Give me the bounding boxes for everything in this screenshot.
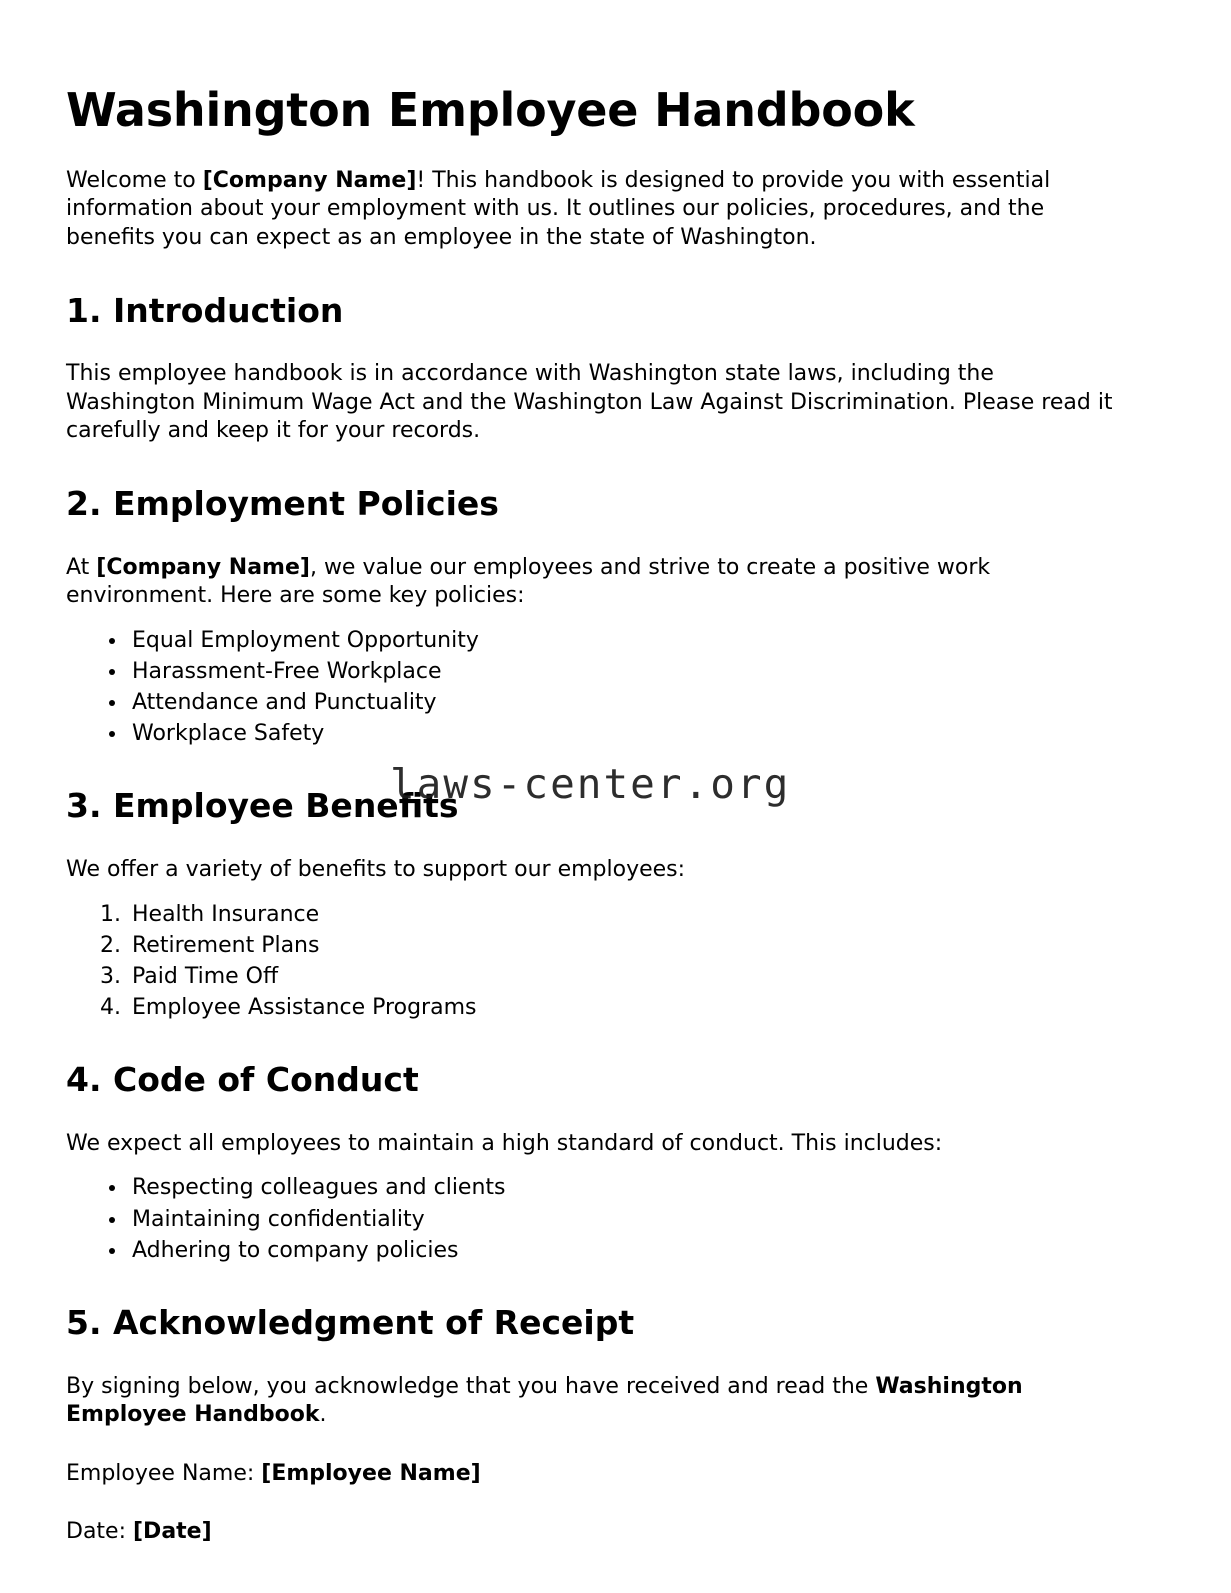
watermark-text: laws-center.org bbox=[390, 760, 791, 808]
list-item: 3. Paid Time Off bbox=[128, 963, 1125, 991]
list-item: • Attendance and Punctuality bbox=[128, 689, 1125, 717]
employee-name-placeholder: [Employee Name] bbox=[261, 1460, 481, 1486]
employment-policies-list bbox=[66, 627, 1125, 749]
section-heading-acknowledgment-of-receipt: 5. Acknowledgment of Receipt bbox=[66, 1302, 635, 1342]
policies-text-before: At bbox=[66, 554, 97, 580]
list-item: • Adhering to company policies bbox=[128, 1237, 1125, 1265]
section-heading-employment-policies: 2. Employment Policies bbox=[66, 484, 499, 524]
section-heading-employee-benefits: 3. Employee Benefits bbox=[66, 786, 459, 826]
introduction-paragraph: This employee handbook is in accordance with Washington state laws, including the Washington Minimum Wage Act and the Washington Law Against Discrimination. Please read it carefully and keep it for your records. bbox=[66, 361, 1113, 444]
code-of-conduct-paragraph: We expect all employees to maintain a high standard of conduct. This includes: bbox=[66, 1130, 943, 1156]
list-item: • Maintaining confidentiality bbox=[128, 1206, 1125, 1234]
date-line bbox=[66, 1518, 1125, 1547]
acknowledgment-paragraph bbox=[66, 1373, 1125, 1430]
section-heading-introduction: 1. Introduction bbox=[66, 290, 344, 330]
page-title: Washington Employee Handbook bbox=[66, 83, 915, 137]
company-name-placeholder: [Company Name] bbox=[202, 167, 417, 193]
list-item: 1. Health Insurance bbox=[128, 901, 1125, 929]
date-placeholder: [Date] bbox=[133, 1519, 212, 1545]
list-item: • Workplace Safety bbox=[128, 720, 1125, 748]
employee-name-line bbox=[66, 1460, 1125, 1489]
intro-lead-before: Welcome to bbox=[66, 167, 203, 193]
handbook-title-bold: Washington Employee Handbook bbox=[66, 1373, 1023, 1428]
list-item: 2. Retirement Plans bbox=[128, 932, 1125, 960]
list-item: • Respecting colleagues and clients bbox=[128, 1174, 1125, 1202]
list-item: • Harassment-Free Workplace bbox=[128, 658, 1125, 686]
list-item: 4. Employee Assistance Programs bbox=[128, 994, 1125, 1022]
employment-policies-paragraph bbox=[66, 554, 1125, 611]
policies-text-after: , we value our employees and strive to create a positive work environment. Here are some key policies: bbox=[66, 554, 991, 609]
company-name-placeholder: [Company Name] bbox=[96, 554, 310, 580]
intro-lead-after: ! This handbook is designed to provide you with essential information about your employment with us. It outlines our policies, procedures, and the benefits you can expect as an employee in the state of Washington. bbox=[66, 167, 1051, 251]
section-heading-code-of-conduct: 4. Code of Conduct bbox=[66, 1060, 419, 1100]
employee-name-label: Employee Name: bbox=[66, 1460, 262, 1486]
list-item: • Equal Employment Opportunity bbox=[128, 627, 1125, 655]
ack-text-before: By signing below, you acknowledge that you have received and read the bbox=[66, 1373, 876, 1399]
ack-text-after: . bbox=[319, 1402, 327, 1428]
employee-benefits-paragraph: We offer a variety of benefits to support our employees: bbox=[66, 857, 686, 883]
date-label: Date: bbox=[66, 1519, 133, 1545]
intro-paragraph bbox=[66, 167, 1125, 253]
employee-benefits-list bbox=[66, 901, 1125, 1023]
code-of-conduct-list bbox=[66, 1174, 1125, 1264]
